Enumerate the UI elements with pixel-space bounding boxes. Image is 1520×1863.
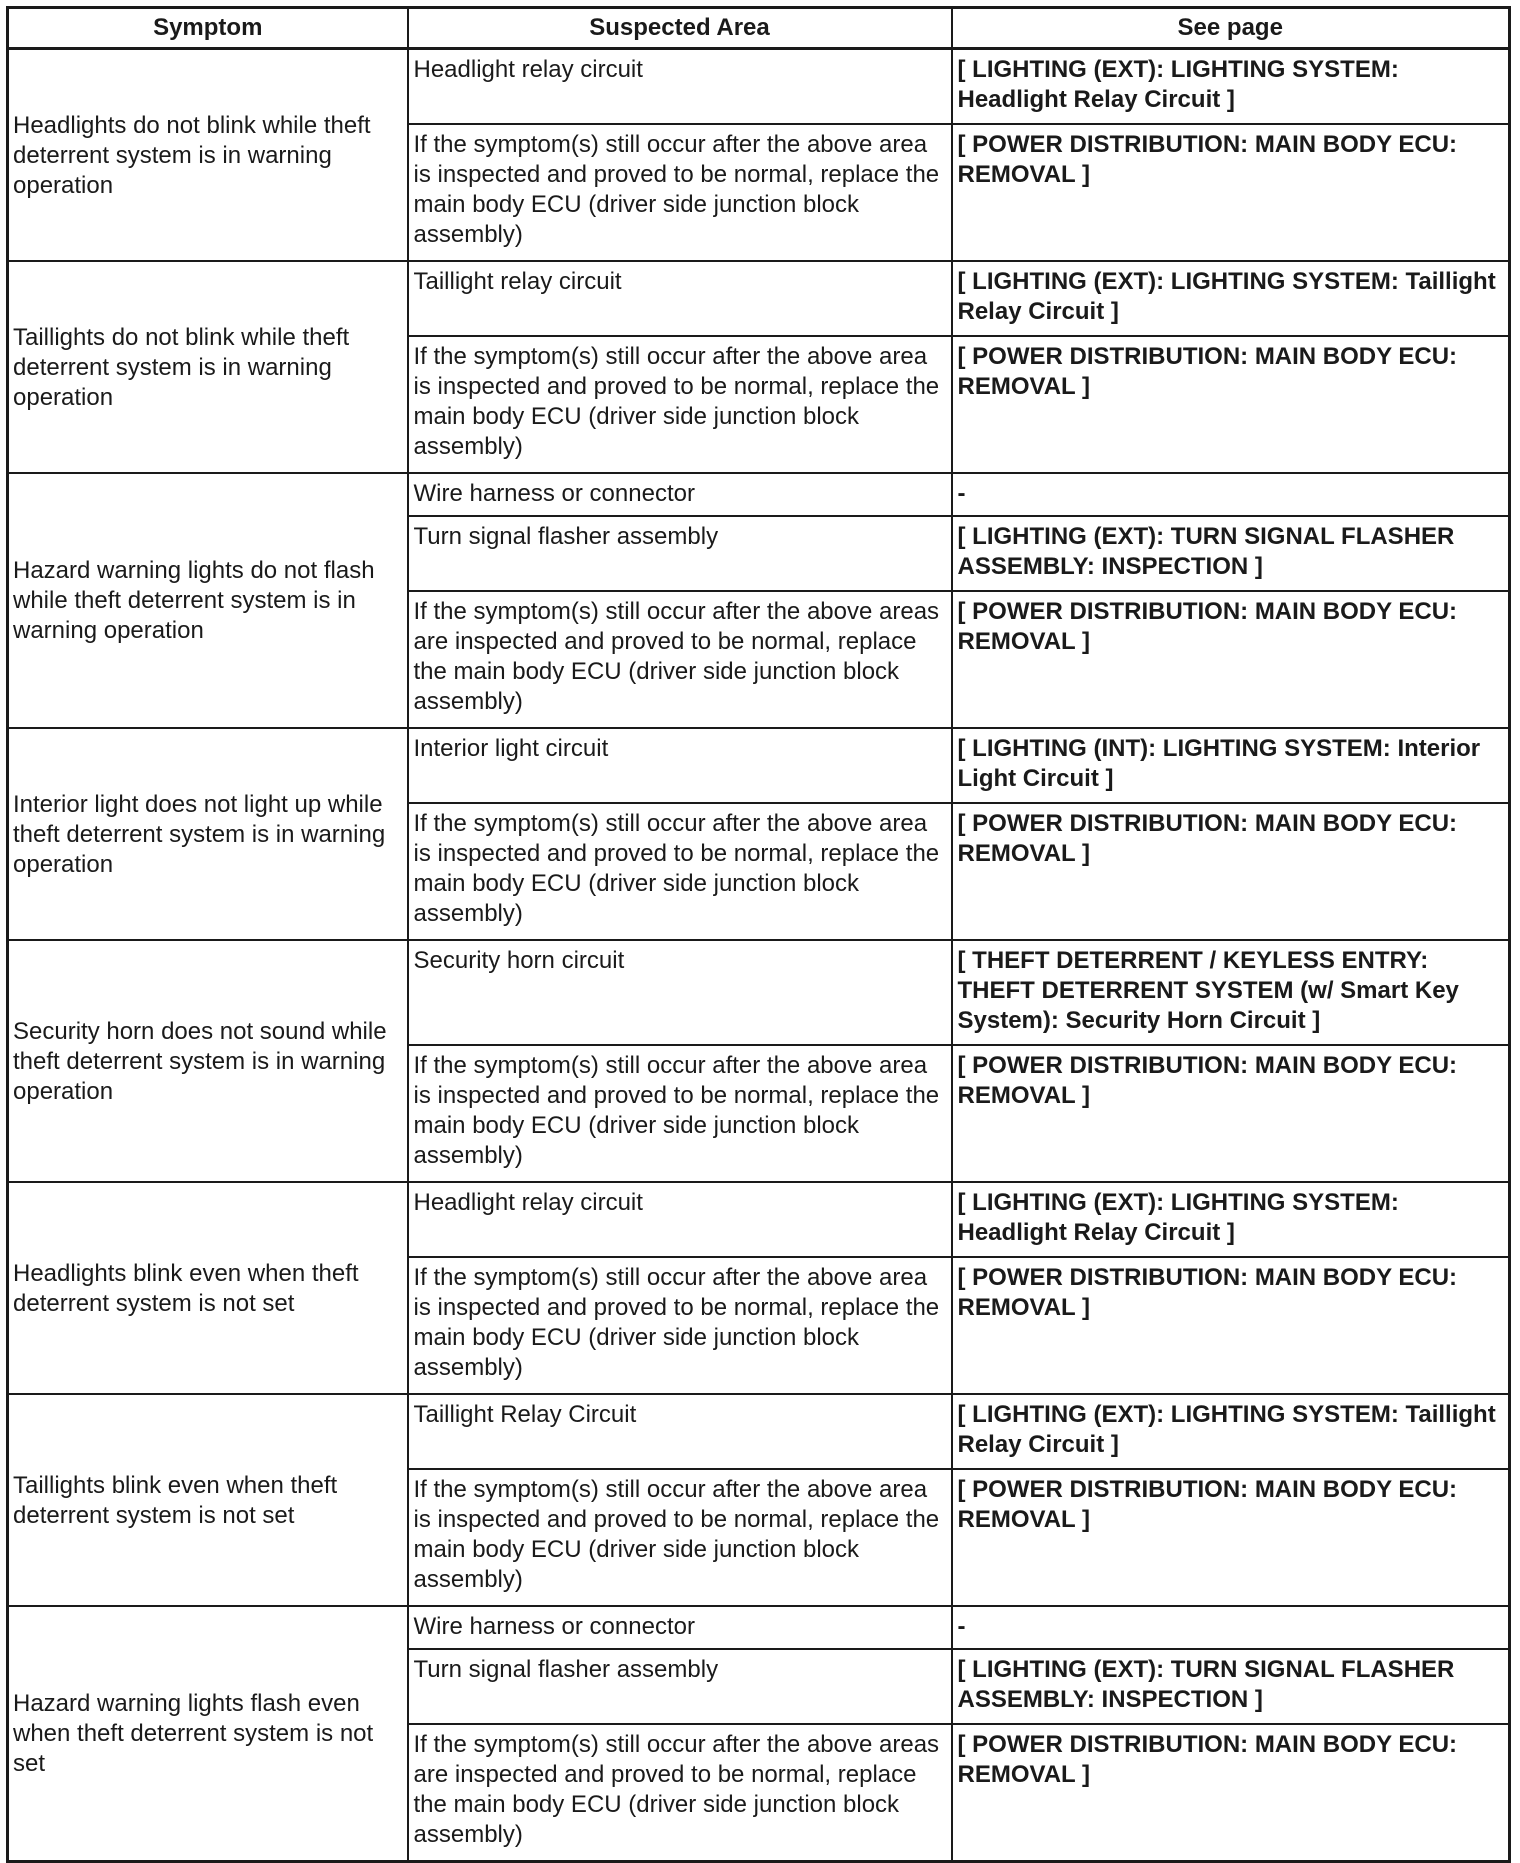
see-page-link[interactable]: [ POWER DISTRIBUTION: MAIN BODY ECU: REMOVAL ]: [952, 803, 1510, 940]
suspected-area-cell: Wire harness or connector: [408, 1606, 952, 1649]
see-page-link[interactable]: [ LIGHTING (EXT): TURN SIGNAL FLASHER ASSEMBLY: INSPECTION ]: [952, 516, 1510, 591]
symptom-cell: Security horn does not sound while theft deterrent system is in warning operation: [8, 940, 408, 1182]
suspected-area-cell: If the symptom(s) still occur after the above area is inspected and proved to be normal, replace the main body ECU (driver side junction block assembly): [408, 1257, 952, 1394]
see-page-link[interactable]: [ POWER DISTRIBUTION: MAIN BODY ECU: REMOVAL ]: [952, 591, 1510, 728]
see-page-link[interactable]: [ LIGHTING (EXT): LIGHTING SYSTEM: Headlight Relay Circuit ]: [952, 1182, 1510, 1257]
table-row: [8, 1606, 1510, 1649]
symptom-cell: Headlights do not blink while theft deterrent system is in warning operation: [8, 49, 408, 262]
symptom-cell: Hazard warning lights flash even when theft deterrent system is not set: [8, 1606, 408, 1862]
header-see-page: See page: [952, 8, 1510, 49]
see-page-link[interactable]: [ LIGHTING (EXT): LIGHTING SYSTEM: Taillight Relay Circuit ]: [952, 1394, 1510, 1469]
suspected-area-cell: If the symptom(s) still occur after the above area is inspected and proved to be normal, replace the main body ECU (driver side junction block assembly): [408, 124, 952, 261]
suspected-area-cell: If the symptom(s) still occur after the above area is inspected and proved to be normal, replace the main body ECU (driver side junction block assembly): [408, 1469, 952, 1606]
suspected-area-cell: If the symptom(s) still occur after the above area is inspected and proved to be normal, replace the main body ECU (driver side junction block assembly): [408, 803, 952, 940]
see-page-link[interactable]: [ THEFT DETERRENT / KEYLESS ENTRY: THEFT DETERRENT SYSTEM (w/ Smart Key System): Security Horn Circuit ]: [952, 940, 1510, 1045]
table-row: [8, 940, 1510, 1045]
suspected-area-cell: Turn signal flasher assembly: [408, 516, 952, 591]
see-page-link[interactable]: [ POWER DISTRIBUTION: MAIN BODY ECU: REMOVAL ]: [952, 336, 1510, 473]
suspected-area-cell: If the symptom(s) still occur after the above area is inspected and proved to be normal, replace the main body ECU (driver side junction block assembly): [408, 336, 952, 473]
table-row: [8, 473, 1510, 516]
symptom-cell: Taillights do not blink while theft deterrent system is in warning operation: [8, 261, 408, 473]
suspected-area-cell: Headlight relay circuit: [408, 49, 952, 125]
suspected-area-cell: Headlight relay circuit: [408, 1182, 952, 1257]
table-row: [8, 49, 1510, 125]
symptom-table: [6, 6, 1511, 1863]
suspected-area-cell: Taillight relay circuit: [408, 261, 952, 336]
see-page-link[interactable]: [ LIGHTING (EXT): LIGHTING SYSTEM: Taillight Relay Circuit ]: [952, 261, 1510, 336]
symptom-cell: Hazard warning lights do not flash while theft deterrent system is in warning operation: [8, 473, 408, 728]
suspected-area-cell: Interior light circuit: [408, 728, 952, 803]
table-row: [8, 1394, 1510, 1469]
suspected-area-cell: Taillight Relay Circuit: [408, 1394, 952, 1469]
table-row: [8, 261, 1510, 336]
header-suspected-area: Suspected Area: [408, 8, 952, 49]
see-page-link[interactable]: [ LIGHTING (INT): LIGHTING SYSTEM: Interior Light Circuit ]: [952, 728, 1510, 803]
see-page-link[interactable]: [ POWER DISTRIBUTION: MAIN BODY ECU: REMOVAL ]: [952, 1469, 1510, 1606]
suspected-area-cell: If the symptom(s) still occur after the above area is inspected and proved to be normal, replace the main body ECU (driver side junction block assembly): [408, 1045, 952, 1182]
see-page-link[interactable]: [ POWER DISTRIBUTION: MAIN BODY ECU: REMOVAL ]: [952, 1724, 1510, 1862]
see-page-link[interactable]: [ LIGHTING (EXT): LIGHTING SYSTEM: Headlight Relay Circuit ]: [952, 49, 1510, 125]
suspected-area-cell: Security horn circuit: [408, 940, 952, 1045]
see-page-link[interactable]: [ POWER DISTRIBUTION: MAIN BODY ECU: REMOVAL ]: [952, 1257, 1510, 1394]
suspected-area-cell: Wire harness or connector: [408, 473, 952, 516]
header-row: [8, 8, 1510, 49]
suspected-area-cell: Turn signal flasher assembly: [408, 1649, 952, 1724]
see-page-link[interactable]: [ LIGHTING (EXT): TURN SIGNAL FLASHER ASSEMBLY: INSPECTION ]: [952, 1649, 1510, 1724]
table-row: [8, 1182, 1510, 1257]
symptom-cell: Taillights blink even when theft deterrent system is not set: [8, 1394, 408, 1606]
see-page-dash: -: [952, 1606, 1510, 1649]
table-row: [8, 728, 1510, 803]
suspected-area-cell: If the symptom(s) still occur after the above areas are inspected and proved to be normal, replace the main body ECU (driver side junction block assembly): [408, 1724, 952, 1862]
symptom-cell: Headlights blink even when theft deterrent system is not set: [8, 1182, 408, 1394]
symptom-cell: Interior light does not light up while theft deterrent system is in warning operation: [8, 728, 408, 940]
header-symptom: Symptom: [8, 8, 408, 49]
see-page-link[interactable]: [ POWER DISTRIBUTION: MAIN BODY ECU: REMOVAL ]: [952, 124, 1510, 261]
see-page-dash: -: [952, 473, 1510, 516]
suspected-area-cell: If the symptom(s) still occur after the above areas are inspected and proved to be normal, replace the main body ECU (driver side junction block assembly): [408, 591, 952, 728]
troubleshooting-table-container: [6, 6, 1508, 1863]
see-page-link[interactable]: [ POWER DISTRIBUTION: MAIN BODY ECU: REMOVAL ]: [952, 1045, 1510, 1182]
